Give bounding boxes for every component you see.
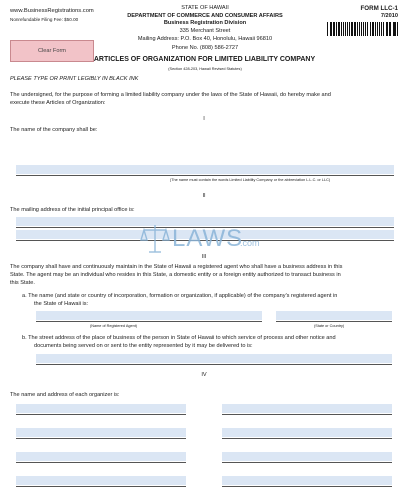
scales-of-justice-icon (140, 222, 170, 256)
barcode-bar (331, 22, 332, 36)
section-iii-b-line-1: b. The street address of the place of business of the person in State of Hawaii to which service of process and other notice and (22, 335, 336, 341)
agent-state-country-field[interactable] (276, 311, 392, 320)
barcode-bar (361, 22, 362, 36)
barcode-bar (345, 22, 346, 36)
department-heading: DEPARTMENT OF COMMERCE AND CONSUMER AFFAIRS (127, 13, 283, 19)
barcode-bar (349, 22, 350, 36)
barcode-bar (354, 22, 356, 36)
section-i-name-note: (The name must contain the words Limited Liability Company or the abbreviation L.L.C. or LLC) (169, 178, 331, 182)
barcode-bar (367, 22, 368, 36)
organizer-2-line-3 (222, 462, 392, 463)
intro-line-2: execute these Articles of Organization: (10, 100, 106, 106)
form-date: 7/2010 (380, 13, 398, 19)
state-heading: STATE OF HAWAII (181, 5, 229, 11)
barcode-bar (393, 22, 394, 36)
section-iii-b-line-2: documents being served on or sent to the entity represented by it may be delivered to is: (34, 343, 253, 349)
section-iv-label: The name and address of each organizer is: (10, 392, 120, 398)
barcode-bar (343, 22, 344, 36)
mailing-address: Mailing Address: P.O. Box 40, Honolulu, Hawaii 96810 (137, 36, 273, 42)
website-text: www.BusinessRegistrations.com (10, 8, 94, 14)
barcode-bar (327, 22, 328, 36)
division-heading: Business Registration Division (163, 20, 247, 26)
barcode-bar (370, 22, 371, 36)
organizer-2-line-1 (222, 414, 392, 415)
laws-watermark (140, 222, 270, 258)
watermark-brand: LAWS (172, 225, 244, 252)
title-statute-note: (Section 428-203, Hawaii Revised Statutes) (168, 67, 242, 71)
organizer-1-line-1 (16, 414, 186, 415)
barcode-bar (377, 22, 378, 36)
barcode-bar (341, 22, 342, 36)
barcode-bar (357, 22, 358, 36)
barcode-bar (394, 22, 395, 36)
organizer-1-address-field-2[interactable] (16, 452, 186, 461)
agent-state-caption: (State or Country) (314, 324, 345, 328)
barcode-bar (383, 22, 384, 36)
agent-name-caption: (Name of Registered Agent) (90, 324, 138, 328)
barcode (327, 22, 399, 36)
section-iii-a-line-1: a. The name (and state or country of incorporation, formation or organization, if applicable) of the company's registered agent in (22, 293, 338, 299)
barcode-bar (363, 22, 364, 36)
section-iii-line-1: The company shall have and continuously maintain in the State of Hawaii a registered agent who shall have a business address in this (10, 264, 343, 270)
section-iii-number: III (201, 254, 207, 260)
organizer-2-address-field-1[interactable] (222, 428, 392, 437)
organizer-1-address-field-3[interactable] (16, 476, 186, 485)
organizer-1-line-3 (16, 462, 186, 463)
organizer-1-line-2 (16, 438, 186, 439)
barcode-bar (359, 22, 360, 36)
organizer-2-address-field-2[interactable] (222, 452, 392, 461)
instructions-text: PLEASE TYPE OR PRINT LEGIBLY IN BLACK INK (10, 76, 139, 82)
organizer-2-line-4 (222, 486, 392, 487)
street-address: 335 Merchant Street (179, 28, 231, 34)
form-id: FORM LLC-1 (360, 5, 398, 12)
section-ii-number: II (202, 193, 206, 199)
section-i-label: The name of the company shall be: (10, 127, 98, 133)
section-iv-number: IV (201, 372, 207, 378)
agent-state-country-line (276, 321, 392, 322)
registered-agent-name-field[interactable] (36, 311, 262, 320)
barcode-bar (372, 22, 374, 36)
registered-agent-name-line (36, 321, 262, 322)
agent-street-address-field[interactable] (36, 354, 392, 363)
barcode-bar (351, 22, 352, 36)
company-name-line (16, 175, 394, 176)
form-title: ARTICLES OF ORGANIZATION FOR LIMITED LIABILITY COMPANY (93, 56, 316, 63)
barcode-bar (397, 22, 398, 36)
filing-fee-text: Nonrefundable Filing Fee: $50.00 (10, 17, 79, 22)
phone-number: Phone No. (808) 586-2727 (171, 45, 239, 51)
clear-form-button[interactable]: Clear Form (10, 40, 94, 62)
section-iii-a-line-2: the State of Hawaii is: (34, 301, 89, 307)
barcode-bar (330, 22, 331, 36)
organizer-2-line-2 (222, 438, 392, 439)
barcode-bar (338, 22, 340, 36)
section-iii-line-2: State. The agent may be an individual who resides in this State, a domestic entity or a foreign entity authorized to transact business in (10, 272, 341, 278)
organizer-2-name-field[interactable] (222, 404, 392, 413)
section-iii-line-3: this State. (10, 280, 35, 286)
organizer-1-line-4 (16, 486, 186, 487)
barcode-bar (347, 22, 348, 36)
organizer-1-address-field-1[interactable] (16, 428, 186, 437)
barcode-bar (333, 22, 334, 36)
barcode-bar (389, 22, 391, 36)
barcode-bar (386, 22, 387, 36)
barcode-bar (381, 22, 382, 36)
intro-line-1: The undersigned, for the purpose of forming a limited liability company under the laws of the State of Hawaii, do hereby make and (10, 92, 331, 98)
barcode-bar (336, 22, 337, 36)
section-ii-label: The mailing address of the initial principal office is: (10, 207, 135, 213)
company-name-field[interactable] (16, 165, 394, 174)
agent-street-address-line (36, 364, 392, 365)
barcode-bar (365, 22, 366, 36)
barcode-bar (387, 22, 388, 36)
section-i-number: I (203, 116, 205, 122)
barcode-bar (375, 22, 376, 36)
organizer-1-name-field[interactable] (16, 404, 186, 413)
watermark-suffix: .com (240, 238, 260, 248)
organizer-2-address-field-3[interactable] (222, 476, 392, 485)
barcode-bar (379, 22, 380, 36)
